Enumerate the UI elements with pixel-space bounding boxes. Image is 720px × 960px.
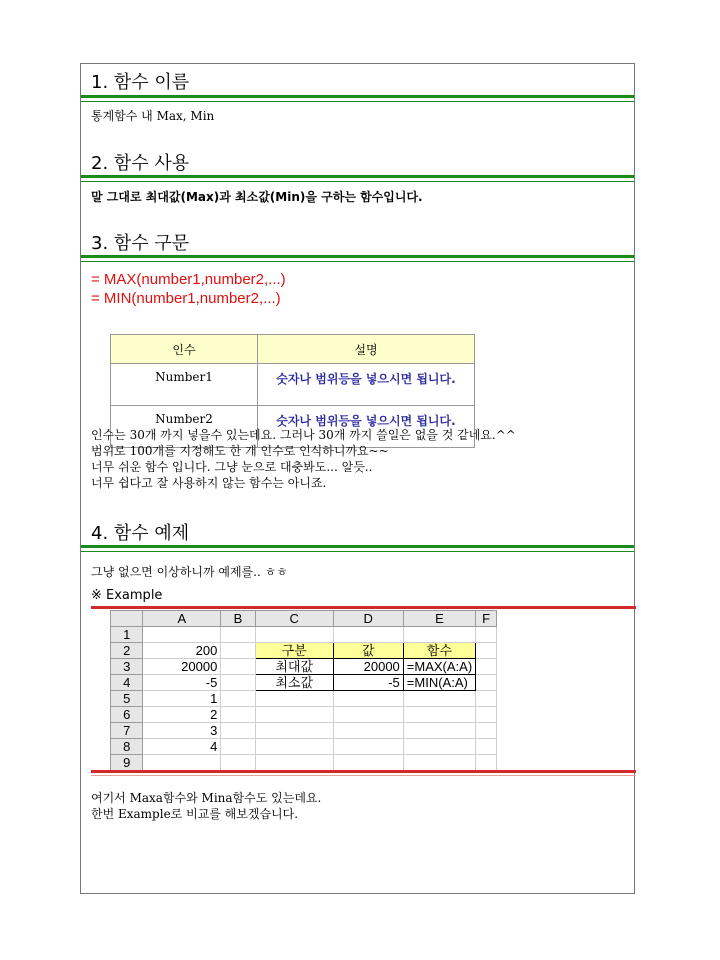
sheet-cell (403, 691, 475, 707)
sheet-cell (255, 627, 333, 643)
spreadsheet-example (110, 610, 497, 772)
result-min-func: =MIN(A:A) (403, 675, 475, 691)
section3-rule (81, 255, 634, 258)
sheet-cell (221, 723, 255, 739)
example-bottom-rule-thin (91, 775, 636, 776)
result-header-func: 함수 (403, 643, 475, 659)
document-page (80, 63, 635, 894)
sheet-cell (221, 755, 255, 771)
sheet-cell (255, 723, 333, 739)
args-row1-desc: 숫자나 범위등을 넣으시면 됩니다. (258, 364, 475, 406)
sheet-col-b: B (221, 611, 255, 627)
result-max-value: 20000 (333, 659, 403, 675)
args-header-desc: 설명 (258, 335, 475, 364)
sheet-corner (111, 611, 143, 627)
sheet-cell (221, 707, 255, 723)
result-header-value: 값 (333, 643, 403, 659)
sheet-cell (476, 659, 497, 675)
section4-heading: 4. 함수 예제 (91, 523, 190, 544)
args-row1-arg: Number1 (111, 364, 258, 406)
sheet-cell (255, 691, 333, 707)
sheet-cell (333, 723, 403, 739)
section1-rule-thin (81, 101, 634, 102)
sheet-cell (143, 755, 221, 771)
sheet-cell (403, 739, 475, 755)
sheet-col-a: A (143, 611, 221, 627)
sheet-row-number: 7 (111, 723, 143, 739)
sheet-row-number: 2 (111, 643, 143, 659)
sheet-row-number: 8 (111, 739, 143, 755)
result-max-func: =MAX(A:A) (403, 659, 475, 675)
sheet-cell: 200 (143, 643, 221, 659)
sheet-cell (403, 755, 475, 771)
note-line: 너무 쉬운 함수 입니다. 그냥 눈으로 대충봐도... 알듯.. (91, 460, 373, 474)
section2-rule-thin (81, 181, 634, 182)
sheet-cell (221, 627, 255, 643)
sheet-cell: 3 (143, 723, 221, 739)
sheet-cell (221, 675, 255, 691)
example-bottom-rule (91, 770, 636, 773)
args-row2-arg: Number2 (111, 406, 258, 448)
sheet-cell (476, 627, 497, 643)
sheet-cell (221, 659, 255, 675)
sheet-cell (143, 627, 221, 643)
sheet-col-c: C (255, 611, 333, 627)
sheet-cell (255, 755, 333, 771)
sheet-col-d: D (333, 611, 403, 627)
note-line: 인수는 30개 까지 넣을수 있는데요. 그러나 30개 까지 쓸일은 없을 것 같네요.^^ (91, 428, 516, 442)
section1-text: 통계함수 내 Max, Min (91, 109, 215, 123)
section4-rule (81, 545, 634, 548)
sheet-col-e: E (403, 611, 475, 627)
sheet-row-number: 9 (111, 755, 143, 771)
sheet-cell (476, 723, 497, 739)
formula-max: = MAX(number1,number2,...) (91, 271, 286, 288)
sheet-cell (255, 739, 333, 755)
sheet-cell (476, 643, 497, 659)
args-row2-desc: 숫자나 범위등을 넣으시면 됩니다. (258, 406, 475, 448)
sheet-cell: 2 (143, 707, 221, 723)
sheet-cell: -5 (143, 675, 221, 691)
result-header-label: 구분 (255, 643, 333, 659)
sheet-cell (403, 723, 475, 739)
formula-min: = MIN(number1,number2,...) (91, 290, 281, 307)
note-line: 너무 쉽다고 잘 사용하지 않는 함수는 아니죠. (91, 476, 327, 490)
sheet-cell (476, 707, 497, 723)
section3-heading: 3. 함수 구문 (91, 233, 190, 254)
sheet-cell (333, 755, 403, 771)
sheet-cell (403, 707, 475, 723)
section3-notes (91, 427, 516, 491)
closing-line: 한번 Example로 비교를 해보겠습니다. (91, 807, 299, 821)
sheet-cell (476, 755, 497, 771)
section4-intro: 그냥 없으면 이상하니까 예제를.. ㅎㅎ (91, 565, 288, 579)
section2-text: 말 그대로 최대값(Max)과 최소값(Min)을 구하는 함수입니다. (91, 190, 423, 204)
sheet-cell: 4 (143, 739, 221, 755)
sheet-cell (476, 675, 497, 691)
section4-rule-thin (81, 551, 634, 552)
result-max-label: 최대값 (255, 659, 333, 675)
section3-rule-thin (81, 261, 634, 262)
sheet-cell (221, 643, 255, 659)
sheet-cell (255, 707, 333, 723)
closing-line: 여기서 Maxa함수와 Mina함수도 있는데요. (91, 791, 322, 805)
sheet-col-f: F (476, 611, 497, 627)
sheet-row-number: 1 (111, 627, 143, 643)
section1-rule (81, 95, 634, 98)
sheet-cell (333, 707, 403, 723)
section2-rule (81, 175, 634, 178)
example-label: ※ Example (91, 588, 163, 603)
sheet-cell (333, 739, 403, 755)
sheet-cell (476, 739, 497, 755)
sheet-row-number: 5 (111, 691, 143, 707)
sheet-cell (333, 627, 403, 643)
sheet-cell (221, 739, 255, 755)
result-min-value: -5 (333, 675, 403, 691)
sheet-cell: 1 (143, 691, 221, 707)
result-min-label: 최소값 (255, 675, 333, 691)
args-header-arg: 인수 (111, 335, 258, 364)
sheet-row-number: 6 (111, 707, 143, 723)
section1-heading: 1. 함수 이름 (91, 72, 190, 93)
sheet-cell (221, 691, 255, 707)
sheet-cell (333, 691, 403, 707)
section2-heading: 2. 함수 사용 (91, 153, 190, 174)
sheet-cell (476, 691, 497, 707)
sheet-cell: 20000 (143, 659, 221, 675)
sheet-row-number: 3 (111, 659, 143, 675)
note-line: 범위로 100개를 지정해도 한 개 인수로 인식하니까요~~ (91, 444, 389, 458)
example-top-rule (91, 606, 636, 609)
sheet-row-number: 4 (111, 675, 143, 691)
sheet-cell (403, 627, 475, 643)
